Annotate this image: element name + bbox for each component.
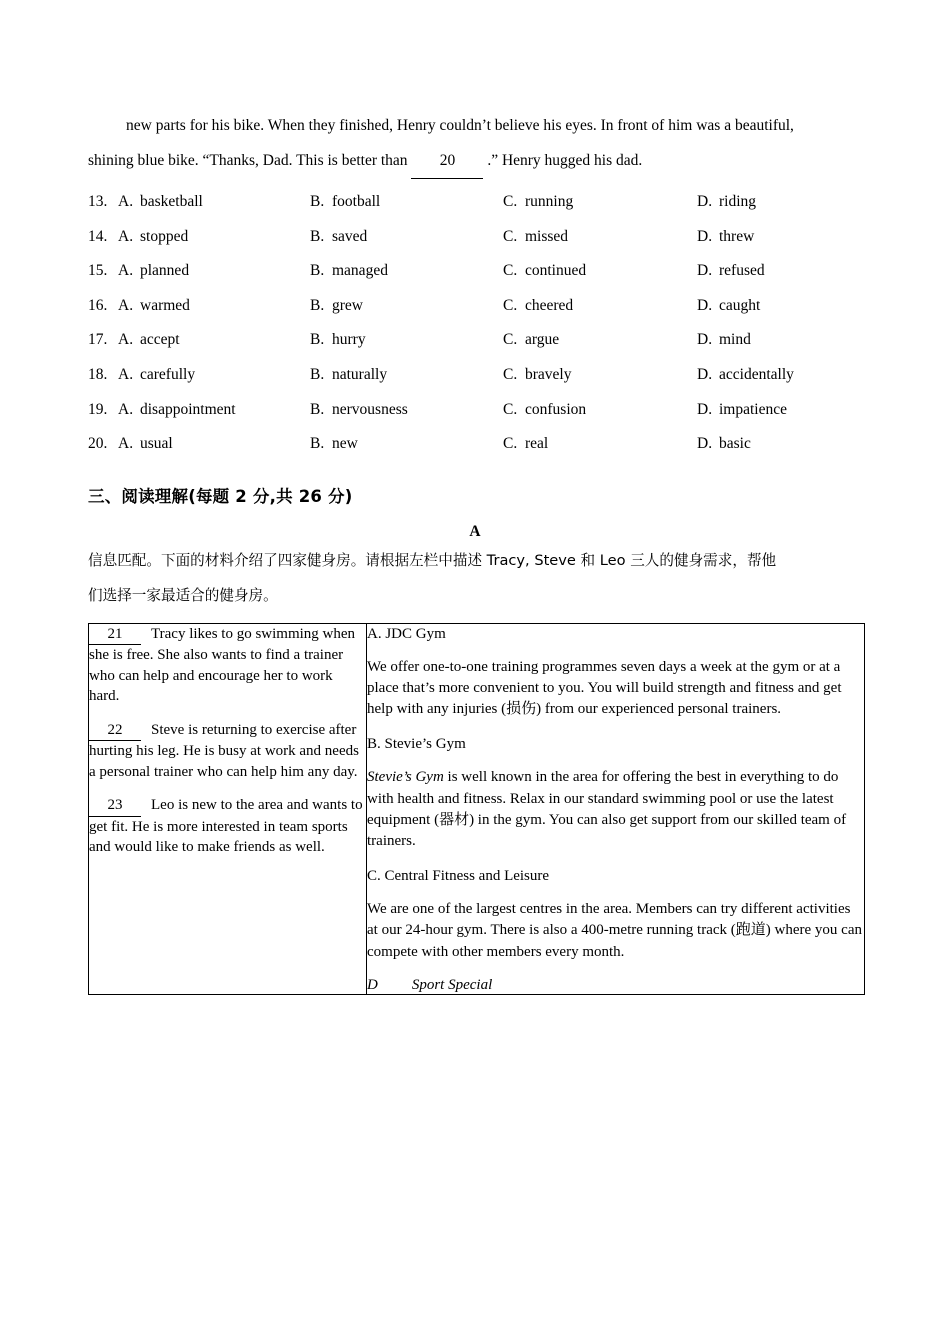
- passage-line-2: [88, 143, 862, 179]
- cloze-passage: [88, 0, 862, 179]
- option-c[interactable]: [503, 358, 697, 393]
- option-a[interactable]: [118, 427, 310, 462]
- option-a-text: planned: [140, 262, 190, 280]
- option-b[interactable]: [310, 427, 503, 462]
- option-a[interactable]: [118, 393, 310, 428]
- option-c[interactable]: [503, 393, 697, 428]
- option-letter-a: A.: [118, 435, 134, 453]
- option-letter-b: B.: [310, 296, 325, 314]
- option-letter-a: A.: [118, 262, 134, 280]
- answer-blank-21[interactable]: 21: [89, 624, 141, 646]
- option-d-text: mind: [719, 331, 751, 349]
- option-letter-b: B.: [310, 331, 325, 349]
- option-d[interactable]: [697, 254, 877, 289]
- instruction-line-2: 们选择一家最适合的健身房。: [88, 586, 278, 604]
- option-d[interactable]: [697, 185, 877, 220]
- list-item: [89, 624, 366, 707]
- option-c-text: running: [525, 193, 574, 210]
- gym-name-d: Sport Special: [411, 976, 493, 993]
- option-c-text: continued: [525, 262, 587, 280]
- part-letter: A: [469, 522, 481, 540]
- passage-blank-20: 20: [411, 143, 483, 179]
- option-d[interactable]: [697, 358, 877, 393]
- option-c[interactable]: [503, 427, 697, 462]
- option-d[interactable]: [697, 393, 877, 428]
- table-row: [89, 623, 865, 994]
- question-number: 14.: [88, 227, 108, 245]
- option-b[interactable]: [310, 323, 503, 358]
- option-d[interactable]: [697, 427, 877, 462]
- option-letter-a: A.: [118, 400, 134, 418]
- choice-row: [88, 427, 862, 462]
- option-b[interactable]: [310, 220, 503, 255]
- person-description: Leo is new to the area and wants to get fit. He is more interested in team sports and would like to make friends as well.: [89, 797, 363, 856]
- option-d-text: basic: [719, 435, 751, 453]
- option-b[interactable]: [310, 289, 503, 324]
- gym-letter-d: D: [367, 976, 378, 993]
- option-letter-c: C.: [503, 262, 518, 280]
- question-number: 13.: [88, 193, 108, 210]
- question-number: 16.: [88, 296, 108, 314]
- gym-title-a: A. JDC Gym: [367, 625, 446, 642]
- option-d[interactable]: [697, 289, 877, 324]
- option-letter-d: D.: [697, 365, 713, 383]
- option-letter-d: D.: [697, 435, 713, 453]
- option-b-text: nervousness: [332, 400, 408, 418]
- question-number: 18.: [88, 365, 108, 383]
- option-a-text: disappointment: [140, 400, 236, 418]
- option-d[interactable]: [697, 323, 877, 358]
- option-a-text: basketball: [140, 193, 203, 210]
- option-b-text: naturally: [332, 365, 388, 383]
- option-letter-d: D.: [697, 331, 713, 349]
- choice-row: [88, 185, 862, 220]
- option-letter-d: D.: [697, 262, 713, 280]
- option-letter-d: D.: [697, 227, 713, 245]
- gym-title-d: [367, 977, 864, 994]
- option-a-text: accept: [140, 331, 180, 349]
- option-a[interactable]: [118, 220, 310, 255]
- option-letter-b: B.: [310, 193, 325, 210]
- option-c-text: bravely: [525, 365, 572, 383]
- option-b[interactable]: [310, 254, 503, 289]
- option-b[interactable]: [310, 393, 503, 428]
- option-letter-a: A.: [118, 365, 134, 383]
- gym-body-c: We are one of the largest centres in the area. Members can try different activities at our 24-hour gym. There is also a 400-metre running track (跑道) where you can compete with other members every month.: [367, 901, 862, 960]
- option-c[interactable]: [503, 289, 697, 324]
- option-d-text: riding: [719, 193, 757, 210]
- gym-body-b-rest: is well known in the area for offering the best in everything to do with health and fitness. Relax in our standard swimming pool or use the latest equipment (器材) in the gym. You can also get support from our skilled team of trainers.: [367, 769, 847, 849]
- option-letter-a: A.: [118, 296, 134, 314]
- option-b-text: grew: [332, 296, 363, 314]
- list-item: [89, 720, 366, 783]
- option-a[interactable]: [118, 289, 310, 324]
- option-letter-c: C.: [503, 193, 518, 210]
- matching-table: [88, 623, 865, 995]
- list-item: [89, 795, 366, 858]
- option-a[interactable]: [118, 185, 310, 220]
- people-column: [89, 623, 367, 994]
- person-description: Steve is returning to exercise after hurting his leg. He is busy at work and needs a personal trainer who can help him any day.: [89, 721, 359, 780]
- option-c-text: argue: [525, 331, 560, 349]
- option-a[interactable]: [118, 358, 310, 393]
- choice-row: [88, 289, 862, 324]
- question-number: 20.: [88, 435, 108, 453]
- option-b-text: football: [332, 193, 381, 210]
- option-letter-a: A.: [118, 331, 134, 349]
- option-c-text: cheered: [525, 296, 574, 314]
- option-c[interactable]: [503, 323, 697, 358]
- option-b[interactable]: [310, 358, 503, 393]
- option-letter-b: B.: [310, 435, 325, 453]
- option-c-text: missed: [525, 227, 569, 245]
- passage-line-1: new parts for his bike. When they finished, Henry couldn’t believe his eyes. In front of him was a beautiful,: [126, 117, 794, 134]
- option-d-text: refused: [719, 262, 765, 280]
- section-heading: 三、阅读理解(每题 2 分,共 26 分): [88, 486, 353, 506]
- passage-line-2-after: .” Henry hugged his dad.: [487, 152, 643, 169]
- option-letter-d: D.: [697, 193, 713, 210]
- choice-row: [88, 254, 862, 289]
- option-letter-c: C.: [503, 400, 518, 418]
- option-b-text: saved: [332, 227, 368, 245]
- option-d-text: impatience: [719, 400, 787, 418]
- option-letter-b: B.: [310, 227, 325, 245]
- option-d[interactable]: [697, 220, 877, 255]
- option-letter-b: B.: [310, 262, 325, 280]
- question-number: 17.: [88, 331, 108, 349]
- option-a-text: stopped: [140, 227, 189, 245]
- option-letter-c: C.: [503, 435, 518, 453]
- option-c[interactable]: [503, 185, 697, 220]
- gyms-column: [367, 623, 865, 994]
- option-letter-c: C.: [503, 365, 518, 383]
- option-letter-c: C.: [503, 331, 518, 349]
- gym-body-b: [367, 767, 864, 852]
- option-letter-b: B.: [310, 400, 325, 418]
- option-d-text: accidentally: [719, 365, 794, 383]
- choice-row: [88, 220, 862, 255]
- answer-blank-22[interactable]: 22: [89, 720, 141, 742]
- question-number: 19.: [88, 400, 108, 418]
- option-letter-c: C.: [503, 296, 518, 314]
- question-number: 15.: [88, 262, 108, 280]
- option-a[interactable]: [118, 254, 310, 289]
- option-letter-a: A.: [118, 227, 134, 245]
- option-c-text: confusion: [525, 400, 587, 418]
- gym-title-c: C. Central Fitness and Leisure: [367, 868, 550, 885]
- choice-row: [88, 323, 862, 358]
- option-b[interactable]: [310, 185, 503, 220]
- option-b-text: new: [332, 435, 358, 453]
- gym-name-italic: Stevie’s Gym: [367, 769, 444, 786]
- option-a[interactable]: [118, 323, 310, 358]
- option-c[interactable]: [503, 254, 697, 289]
- gym-title-b: B. Stevie’s Gym: [367, 736, 466, 753]
- choice-row: [88, 358, 862, 393]
- option-letter-b: B.: [310, 365, 325, 383]
- option-d-text: caught: [719, 296, 761, 314]
- choice-row: [88, 393, 862, 428]
- cloze-choice-list: [88, 185, 862, 462]
- gym-body-a: We offer one-to-one training programmes seven days a week at the gym or at a place that’s more convenient to you. You will build strength and fitness and get help with any injuries (损伤) from our experienced personal trainers.: [367, 658, 842, 718]
- option-c[interactable]: [503, 220, 697, 255]
- option-letter-d: D.: [697, 400, 713, 418]
- instruction-line-1: 信息匹配。下面的材料介绍了四家健身房。请根据左栏中描述 Tracy, Steve 和 Leo 三人的健身需求，帮他: [88, 551, 777, 569]
- option-letter-d: D.: [697, 296, 713, 314]
- option-a-text: usual: [140, 435, 173, 453]
- option-letter-c: C.: [503, 227, 518, 245]
- option-b-text: managed: [332, 262, 388, 280]
- answer-blank-23[interactable]: 23: [89, 795, 141, 817]
- option-a-text: carefully: [140, 365, 196, 383]
- option-b-text: hurry: [332, 331, 366, 349]
- option-a-text: warmed: [140, 296, 190, 314]
- option-c-text: real: [525, 435, 549, 453]
- option-letter-a: A.: [118, 193, 134, 210]
- person-description: Tracy likes to go swimming when she is free. She also wants to find a trainer who can help and encourage her to work hard.: [89, 625, 356, 705]
- option-d-text: threw: [719, 227, 755, 245]
- passage-line-2-before: shining blue bike. “Thanks, Dad. This is better than: [88, 152, 408, 169]
